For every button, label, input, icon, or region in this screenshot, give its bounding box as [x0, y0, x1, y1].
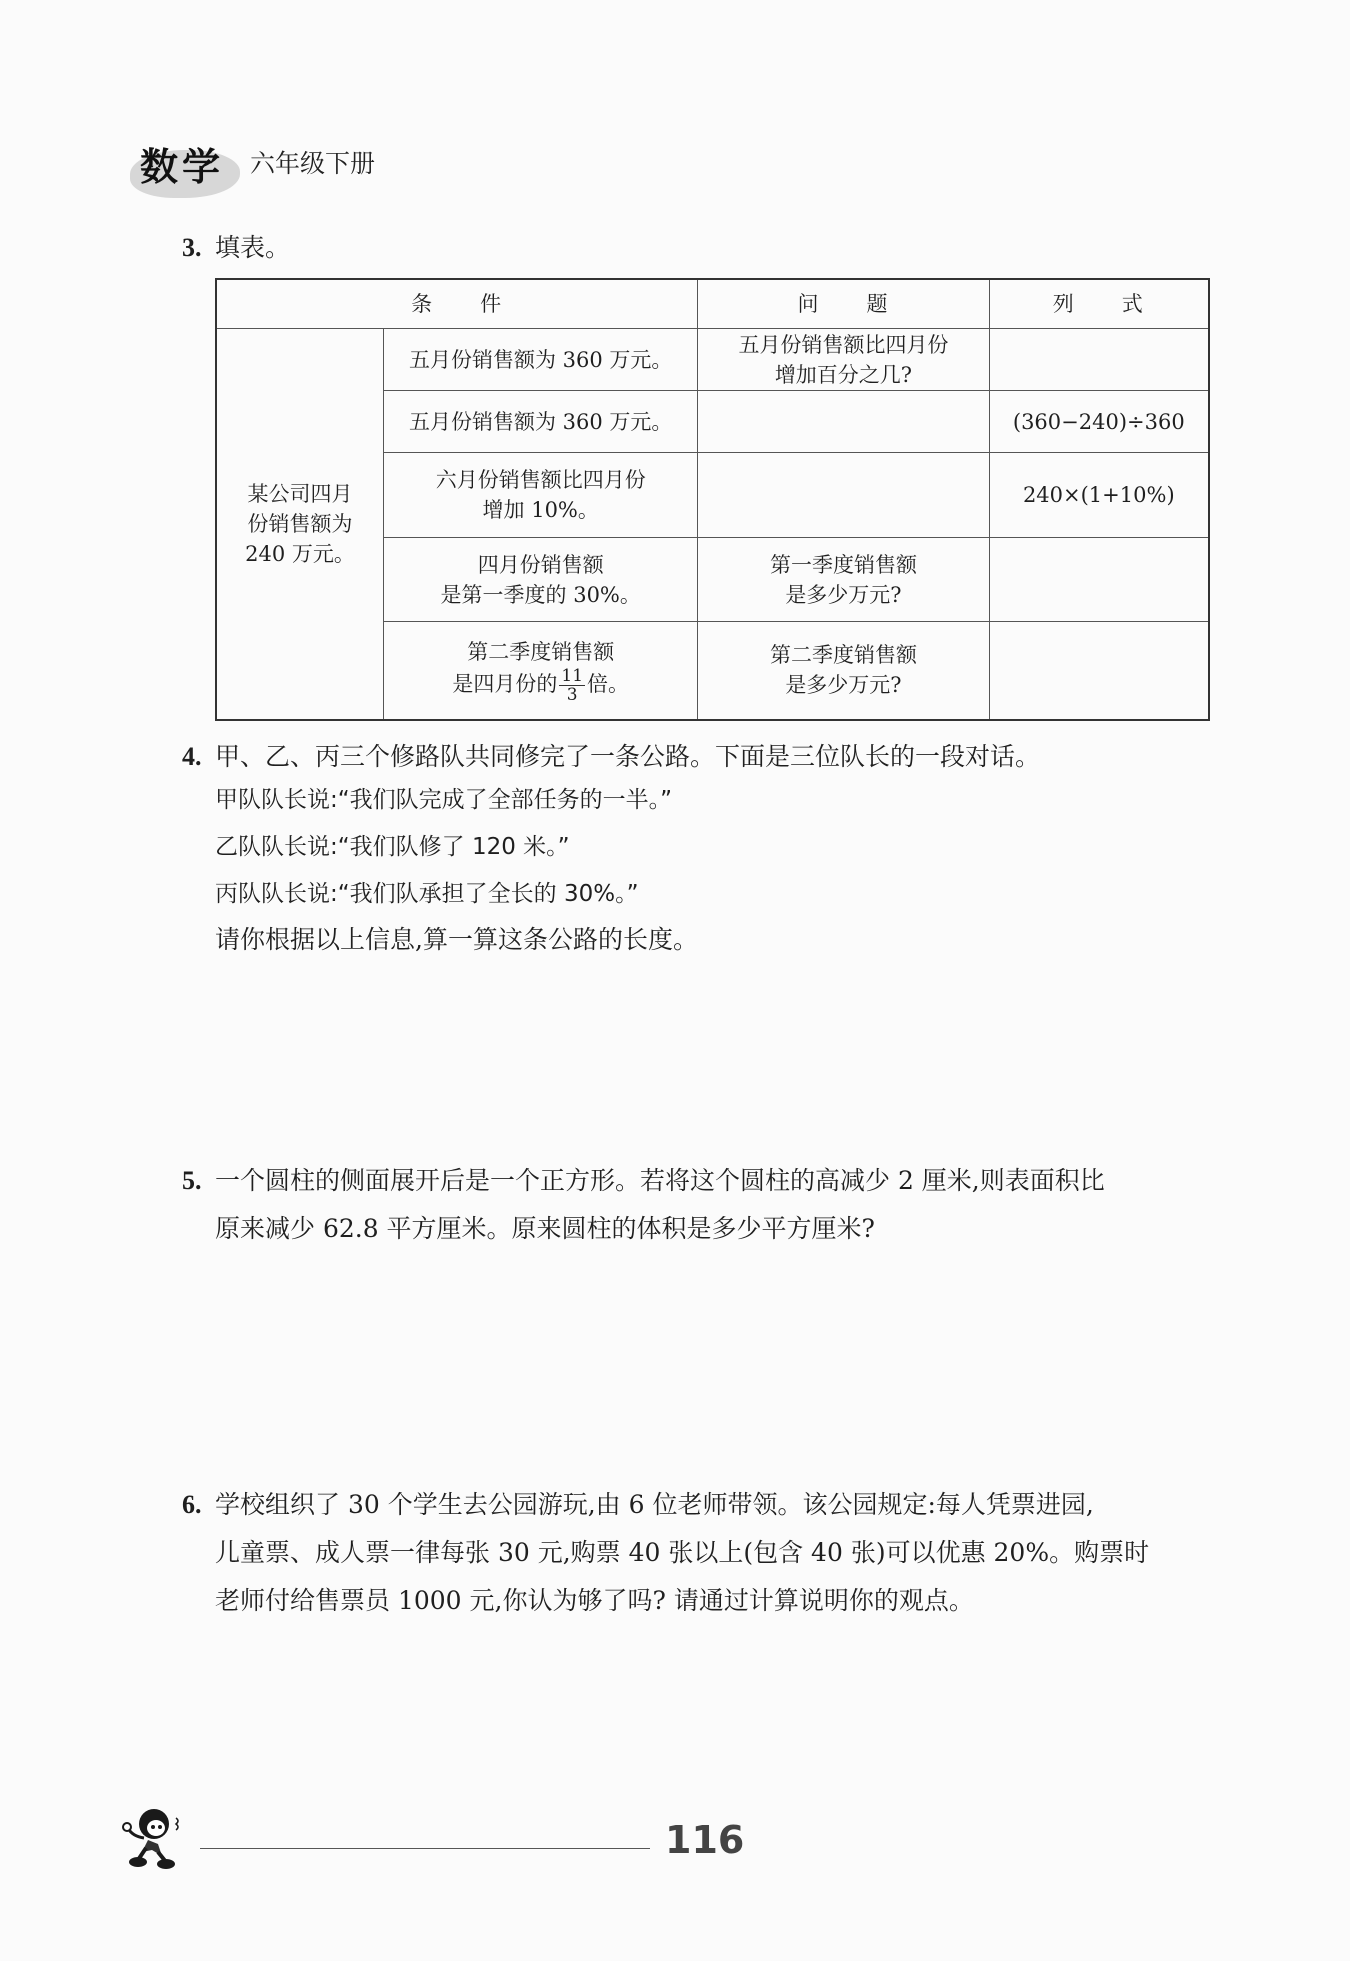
given-condition-cell: [216, 329, 384, 720]
q4-ask: 请你根据以上信息,算一算这条公路的长度。: [215, 925, 698, 954]
header-question: 问 题: [698, 279, 989, 329]
given-line: 240 万元。: [245, 541, 355, 566]
question-line: 是多少万元?: [785, 582, 902, 607]
dialog-line: 乙队队长说:“我们队修了 120 米。”: [215, 834, 570, 860]
fraction: [559, 667, 585, 704]
fill-in-table: [215, 278, 1210, 721]
condition-line: 增加 10%。: [482, 498, 599, 522]
q4-text: 甲、乙、丙三个修路队共同修完了一条公路。下面是三位队长的一段对话。: [215, 742, 1041, 771]
question-cell: [698, 622, 989, 720]
question-cell: [698, 329, 989, 391]
table-header-row: [216, 279, 1209, 329]
q6-line: 儿童票、成人票一律每张 30 元,购票 40 张以上(包含 40 张)可以优惠 20%。购票时: [215, 1538, 1150, 1567]
condition-line: 六月份销售额比四月份: [435, 468, 646, 492]
q6-line: 学校组织了 30 个学生去公园游玩,由 6 位老师带领。该公园规定:每人凭票进园,: [215, 1490, 1094, 1519]
question-cell[interactable]: [698, 453, 989, 538]
header-formula: 列 式: [989, 279, 1209, 329]
q3-text: 填表。: [215, 233, 291, 262]
dialog-line: 甲队队长说:“我们队完成了全部任务的一半。”: [215, 787, 673, 813]
question-line: 第二季度销售额: [769, 643, 917, 668]
condition-cell: [384, 538, 698, 622]
formula-cell: (360−240)÷360: [989, 391, 1209, 453]
condition-line: 第二季度销售额: [467, 639, 615, 664]
condition-line: 五月份销售额为 360 万元。: [408, 409, 673, 434]
formula-cell: 240×(1+10%): [989, 453, 1209, 538]
q5-number: 5.: [182, 1166, 202, 1195]
q6-text: [215, 1481, 1149, 1625]
question-line: 增加百分之几?: [774, 362, 913, 387]
header-condition: 条 件: [216, 279, 698, 329]
condition-text: 倍。: [587, 671, 630, 696]
page-number: 116: [665, 1818, 745, 1862]
condition-cell: [384, 453, 698, 538]
question-cell[interactable]: [698, 391, 989, 453]
question-line: 五月份销售额比四月份: [738, 332, 949, 357]
question-cell: [698, 538, 989, 622]
given-line: 份销售额为: [247, 511, 353, 536]
q5-text: [215, 1157, 1105, 1253]
running-mascot-icon: [118, 1800, 193, 1875]
condition-line: 四月份销售额: [477, 552, 604, 577]
condition-cell: [384, 329, 698, 391]
question-line: 是多少万元?: [785, 673, 902, 698]
given-line: 某公司四月: [247, 481, 353, 506]
formula-cell[interactable]: [989, 329, 1209, 391]
condition-cell: [384, 391, 698, 453]
q5-answer-area[interactable]: [215, 1260, 1210, 1460]
condition-line: [390, 667, 691, 704]
condition-line: 五月份销售额为 360 万元。: [408, 347, 673, 372]
footer-line: [200, 1848, 650, 1849]
q6-line: 老师付给售票员 1000 元,你认为够了吗? 请通过计算说明你的观点。: [215, 1586, 974, 1615]
book-title: 数学: [140, 145, 225, 189]
condition-cell: [384, 622, 698, 720]
book-subtitle: 六年级下册: [250, 149, 376, 178]
condition-line: 是第一季度的 30%。: [440, 582, 641, 607]
formula-cell[interactable]: [989, 538, 1209, 622]
q3-number: 3.: [182, 233, 202, 262]
condition-text: 是四月份的: [452, 671, 558, 696]
question-line: 第一季度销售额: [769, 552, 917, 577]
q5-line: 一个圆柱的侧面展开后是一个正方形。若将这个圆柱的高减少 2 厘米,则表面积比: [215, 1166, 1105, 1195]
q5-line: 原来减少 62.8 平方厘米。原来圆柱的体积是多少平方厘米?: [215, 1214, 875, 1243]
q6-answer-area[interactable]: [215, 1630, 1210, 1790]
q4-number: 4.: [182, 742, 202, 771]
fraction-numerator: 11: [561, 665, 584, 686]
dialog-line: 丙队队长说:“我们队承担了全长的 30%。”: [215, 881, 639, 907]
q4-dialog: [215, 777, 672, 918]
q6-number: 6.: [182, 1490, 202, 1519]
fraction-denominator: 3: [566, 684, 578, 705]
formula-cell[interactable]: [989, 622, 1209, 720]
q4-answer-area[interactable]: [215, 970, 1210, 1140]
table-row: [216, 329, 1209, 391]
